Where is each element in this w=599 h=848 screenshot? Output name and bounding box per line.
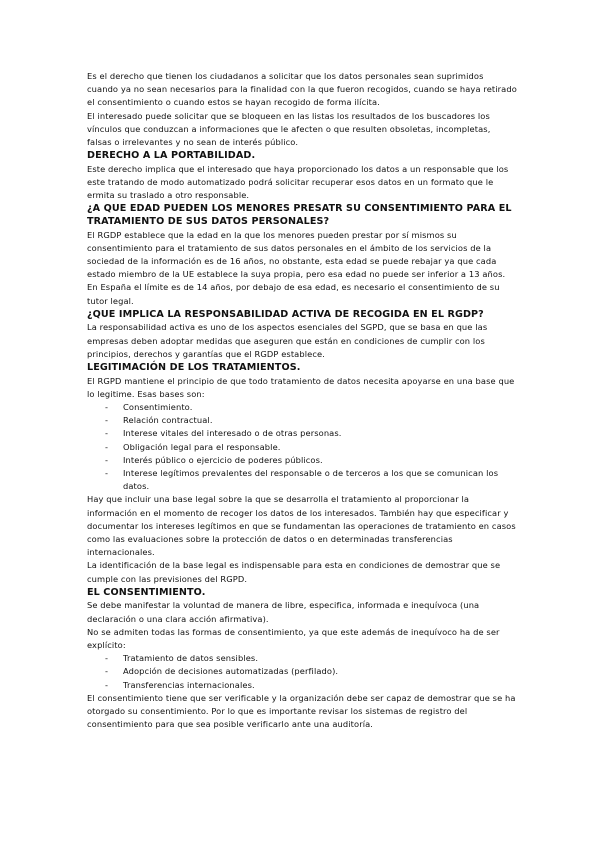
- dash-list: [87, 652, 517, 692]
- list-item: - Transferencias internacionales.: [87, 679, 517, 692]
- list-item: - Obligación legal para el responsable.: [87, 441, 517, 454]
- section-heading: LEGITIMACIÓN DE LOS TRATAMIENTOS.: [87, 362, 301, 374]
- list-item: - Consentimiento.: [87, 401, 517, 414]
- paragraph: Este derecho implica que el interesado que haya proporcionado los datos a un responsable que los este tratando de modo automatizado podrá solicitar recuperar esos datos en un formato que le ermita su traslado a otro responsable.: [87, 163, 509, 201]
- paragraph: La identificación de la base legal es indispensable para esta en condiciones de demostrar que se cumple con las previsiones del RGPD.: [87, 560, 501, 584]
- list-item: - Interese legítimos prevalentes del responsable o de terceros a los que se comunican los datos.: [87, 467, 517, 493]
- list-item: - Tratamiento de datos sensibles.: [87, 652, 517, 665]
- paragraph: Hay que incluir una base legal sobre la que se desarrolla el tratamiento al proporcionar la información en el momento de recoger los datos de los interesados. También hay que especificar y documentar los intereses legítimos en que se fundamentan las operaciones de tratamiento en casos como las evaluaciones sobre la protección de datos o en determinadas transferencias internacionales.: [87, 494, 516, 558]
- paragraph: En España el límite es de 14 años, por debajo de esa edad, es necesario el consentimiento de su tutor legal.: [87, 282, 500, 306]
- paragraph: El interesado puede solicitar que se bloqueen en las listas los resultados de los buscadores los vínculos que conduzcan a informaciones que le afecten o que resulten obsoletas, incompletas, falsas o irrelevantes y no sean de interés público.: [87, 110, 491, 148]
- document-page: [87, 70, 517, 732]
- paragraph: El RGDP establece que la edad en la que los menores pueden prestar por sí mismos su consentimiento para el tratamiento de sus datos personales en el ámbito de los servicios de la sociedad de la información es de 16 años, no obstante, esta edad se puede rebajar ya que cada estado miembro de la UE establece la suya propia, pero esa edad no puede ser inferior a 13 años.: [87, 229, 506, 280]
- list-item: - Adopción de decisiones automatizadas (perfilado).: [87, 665, 517, 678]
- paragraph: Es el derecho que tienen los ciudadanos a solicitar que los datos personales sean suprimidos cuando ya no sean necesarios para la finalidad con la que fueron recogidos, cuando se haya retirado el consentimiento o cuando estos se hayan recogido de forma ilícita.: [87, 71, 517, 108]
- paragraph: El consentimiento tiene que ser verificable y la organización debe ser capaz de demostrar que se ha otorgado su consentimiento. Por lo que es importante revisar los sistemas de registro del consentimiento para que sea posible verificarlo ante una auditoría.: [87, 692, 516, 730]
- list-item: - Interés público o ejercicio de poderes públicos.: [87, 454, 517, 467]
- list-item: - Interese vitales del interesado o de otras personas.: [87, 427, 517, 440]
- paragraph: El RGPD mantiene el principio de que todo tratamiento de datos necesita apoyarse en una base que lo legitime. Esas bases son:: [87, 375, 515, 399]
- paragraph: La responsabilidad activa es uno de los aspectos esenciales del SGPD, que se basa en que las empresas deben adoptar medidas que aseguren que están en condiciones de cumplir con los principios, derechos y garantías que el RGDP establece.: [87, 322, 488, 359]
- section-heading: EL CONSENTIMIENTO.: [87, 586, 206, 598]
- paragraph: Se debe manifestar la voluntad de manera de libre, especifica, informada e inequívoca (una declaración o una clara acción afirmativa).: [87, 600, 480, 624]
- section-heading: DERECHO A LA PORTABILIDAD.: [87, 150, 256, 162]
- section-heading: ¿QUE IMPLICA LA RESPONSABILIDAD ACTIVA DE RECOGIDA EN EL RGDP?: [87, 308, 484, 320]
- dash-list: [87, 401, 517, 493]
- section-heading: ¿A QUE EDAD PUEDEN LOS MENORES PRESATR SU CONSENTIMIENTO PARA EL TRATAMIENTO DE SUS DATOS PERSONALES?: [87, 203, 512, 228]
- list-item: - Relación contractual.: [87, 414, 517, 427]
- paragraph: No se admiten todas las formas de consentimiento, ya que este además de inequívoco ha de ser explícito:: [87, 626, 500, 651]
